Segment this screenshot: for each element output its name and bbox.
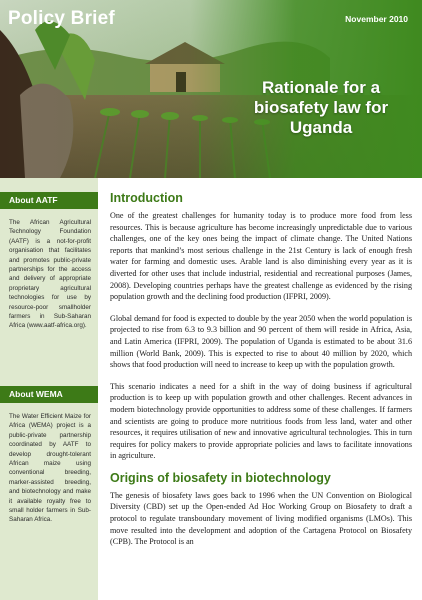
publication-type: Policy Brief [8,8,115,29]
main-content [110,190,412,548]
about-wema-text: The Water Efficient Maize for Africa (WEMA) project is a public-private partnership coordinated by AATF to develop drought-tolerant African maize using conventional breeding, marker-assisted breeding, and biotechnology and make it available royalty free to small holder farmers in Sub-Saharan Africa. [9,413,91,524]
title-line: Rationale for a [261,78,381,97]
about-aatf-heading: About AATF [0,192,98,209]
title-line: biosafety law for [253,98,389,117]
paragraph: The genesis of biosafety laws goes back to 1996 when the UN Convention on Biological Diversity (CBD) set up the Open-ended Ad Hoc Working Group on Biosafety to draft a protocol to regulate transboundary movement of living modified organisms (LMOs). This move resulted into the development and adoption of the Cartagena Protocol on Biosafety (CPB). The Protocol is an [110,490,412,547]
page-title [226,78,416,138]
about-wema-heading: About WEMA [0,386,98,403]
paragraph: This scenario indicates a need for a shift in the way of doing business if agricultural production is to keep up with population growth and other challenges. Recent advances in modern biotechnology provide opportunities to address some of these challenges. If farmers and scientists are going to produce more nutritious foods from less land, water and other resources, it requires utilisation of new and innovative agricultural technologies. This in turn requires for policy makers to provide appropriate policies and laws to facilitate innovations in agriculture. [110,381,412,461]
title-line: Uganda [289,118,353,137]
sidebar [0,178,98,600]
paragraph: One of the greatest challenges for humanity today is to produce more food from less resources. This is because agriculture has become increasingly unpredictable due to various challenges, one of the key ones being the impact of climate change. The United Nations reports that mankind’s most serious challenge in the 21st Century is lack of enough fresh water for farming and domestic uses. Arable land is also diminishing every year as it is diverted for other uses that include industrial, residential and recreational purposes (James, 2008). Developing countries perhaps have the greatest challenge as evidenced by the rising population growth and the declining food production (IFPRI, 2009). [110,211,412,302]
about-aatf-text: The African Agricultural Technology Foundation (AATF) is a not-for-profit organisation that facilitates and promotes public-private partnerships for the access and delivery of appropriate proprietary agricultural technologies for use by resource-poor smallholder farmers in Sub-Saharan Africa (www.aatf-africa.org). [9,219,91,330]
section-heading-origins: Origins of biosafety in biotechnology [110,470,331,485]
paragraph: Global demand for food is expected to double by the year 2050 when the world population is projected to rise from 6.3 to 9.3 billion and 90 percent of them will reside in Africa, Asia, and Latin America (IFPRI, 2009). The population of Uganda is estimated to be about 31.6 million (World Bank, 2009). This is expected to rise to about 40 million by 2020, which shows that food production will need to increase to keep up with the population growth. [110,313,412,370]
publication-date: November 2010 [345,14,408,24]
header-banner [0,0,422,178]
section-heading-introduction: Introduction [110,191,183,205]
